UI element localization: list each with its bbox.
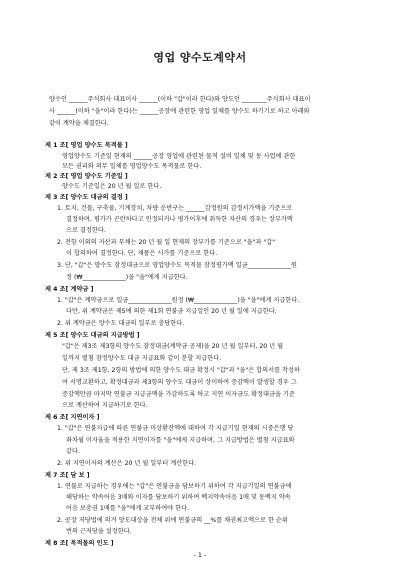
article-heading: 제 4 조[ 계약금 ]: [45, 286, 94, 293]
article-line: 정 (₩______________)을 "을"에게 지급한다.: [66, 274, 188, 281]
article-line: 으로 결정한다.: [66, 227, 106, 234]
article-line: 1. "갑"은 계약금으로 일금______________원정 (₩______________)을 "을"에게 지급한다.: [57, 297, 300, 304]
article-line: 1. 연불로 지급하는 경우에는 "갑"은 연불금을 담보하기 위하여 각 지급기일의 연불금에: [57, 483, 292, 490]
article-heading: 제 6 조[ 지연이자 ]: [45, 414, 100, 421]
intro-line: 같이 계약을 체결한다.: [49, 120, 109, 127]
article-line: 2. 위 계약금은 양수도 대금의 일부로 충당한다.: [57, 320, 185, 327]
article-line: 2. 위 지연이자의 계산은 20 년 월 일부터 계산한다.: [57, 460, 197, 467]
article-line: 결정하며, 평가가 곤란하다고 인정되거나 평가이후에 취득한 자산의 경우는 장부가액: [66, 216, 293, 223]
article-line: 증감액만큼 마지막 연불금 지급금액을 가감하도록 하고 지연 이자금도 확정대금을 기준: [62, 391, 295, 398]
article-line: 3. 단, "갑"은 양수도 잠정대금으로 영업양수도 목적물 잠정평가액 일금______________원: [57, 262, 297, 269]
article-line: 이 합의하여 결정한다. 단, 재품은 시가를 기준으로 한다.: [66, 250, 218, 257]
article-line: 1. "갑"은 연불지급에 따른 연불금 미상환잔액에 대하여 각 지급기일 현재의 시중은행 당: [57, 425, 294, 432]
article-line: 양수도 기준일은 20 년 월 일로 한다.: [62, 183, 162, 190]
document-title: 영업 양수도계약서: [153, 51, 247, 64]
article-heading: 제 2 조[ 영업 양수도 기준일 ]: [45, 173, 128, 180]
article-line: 같다.: [66, 448, 80, 455]
article-line: 2. 전항 이외의 자산과 부채는 20 년 월 일 현재의 장부가를 기준으로 "을"과 "갑": [57, 239, 276, 246]
article-line: 여 서명교환하고, 확정대금과 제3항의 양수도 대금이 상이하여 증감액이 발생할 경우 그: [62, 379, 297, 386]
article-line: 번의 근저당을 설정한다.: [66, 528, 132, 535]
article-line: 좌차월 이자율을 적용한 지연이자를 "을"에게 지급하며, 그 지급방법은 별첨 지급표와: [66, 437, 295, 444]
article-heading: 제 7 조[ 담 보 ]: [45, 472, 90, 479]
article-line: 어음 보충권 1매를 "을"에게 교부하여야 한다.: [66, 505, 190, 512]
article-line: 다만, 위 계약금은 제5에 의한 제1회 연불금 지급일인 20 년 월 일에 지급한다.: [66, 308, 277, 315]
article-line: 으로 계산하여 지급하기로 한다.: [62, 402, 148, 409]
article-line: 1. 토지, 건물, 구축물, 기계장치, 차량 운반구는 ______감정원의 감정서가액을 기준으로: [57, 205, 293, 212]
article-line: "갑"은 제3조 제3항의 양수도 잠정대금(계약금 공제)을 20 년 월 일부터, 20 년 월: [62, 343, 284, 350]
article-heading: 제 3 조[ 양수도 대금의 결정 ]: [45, 194, 128, 201]
article-heading: 제 8 조[ 목적물의 인도 ]: [45, 540, 114, 547]
article-line: 해당하는 약속어음 3매와 이자를 담보하기 위하여 백지약속어음 1매 및 동백지 약속: [66, 494, 291, 501]
intro-line: 양수인 ______주식회사 대표이사 ______(이하 "갑"이라 한다)와 양도인 ________주식회사 대표이: [49, 96, 311, 103]
article-heading: 제 5 조[ 양수도 대금의 지급방법 ]: [45, 332, 140, 339]
intro-line: 사 ______(이하 "을"이라 한다)는 ______공장에 관련한 영업 일체를 양수도 하기기로 하고 아래와: [49, 108, 310, 115]
page-number: - 1 -: [193, 551, 207, 559]
article-line: 일까지 별첨 잠정양수도 대금 지급표와 같이 분할 지급한다.: [62, 355, 222, 362]
article-line: 모든 권리와 의무 일체를 영업양수도 목적물로 한다.: [62, 163, 202, 170]
article-heading: 제 1 조[ 영업 양수도 목적물 ]: [45, 142, 128, 149]
article-line: 단, 제 3조 제1항, 2항의 방법에 의한 양수도 대금 확정시 "갑"과 "을"은 합의서를 작성하: [62, 367, 300, 374]
article-line: 2. 공장 저당법에 의거 양도대상을 전체 위에 연불금의 __%를 채권최고액으로 한 순위: [57, 517, 288, 524]
article-line: 영업양수도 기준일 현재의 ______공장 영업에 관련된 물적 설비 일체 및 동 사업에 관한: [62, 153, 296, 160]
